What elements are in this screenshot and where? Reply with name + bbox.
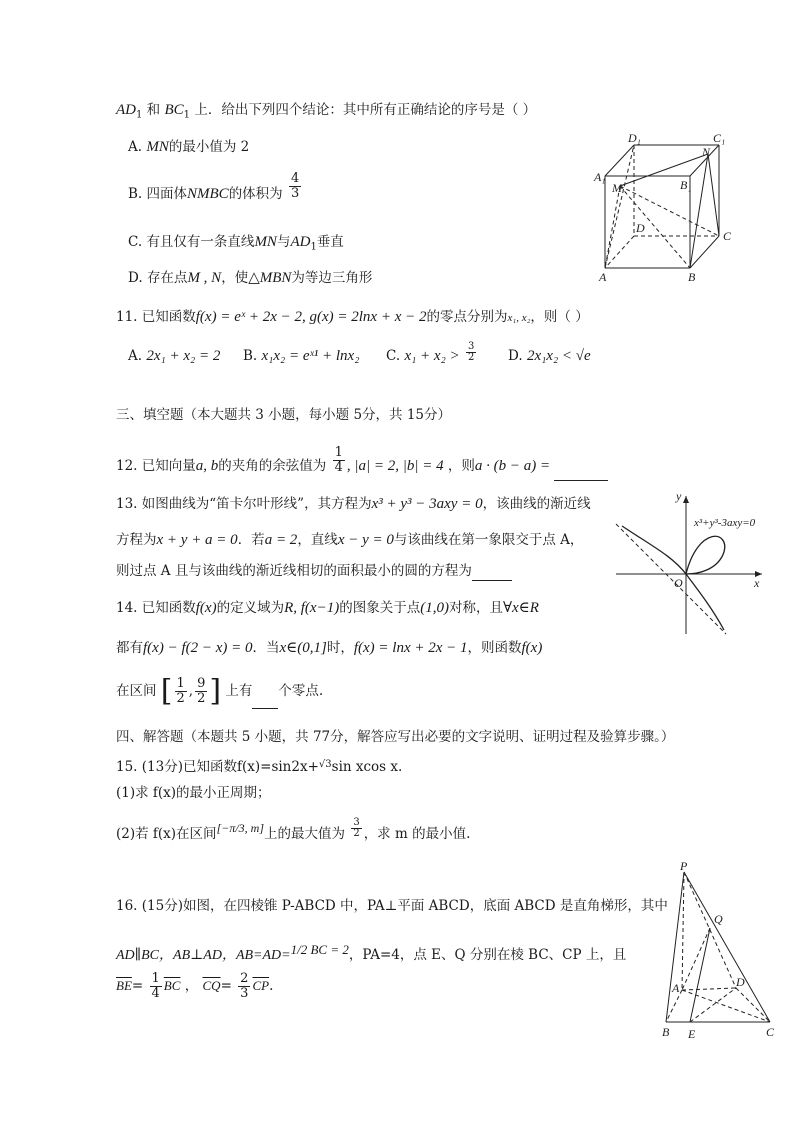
q10-stem: $AD_1$ 和 $BC_1$ 上．给出下列四个结论：其中所有正确结论的序号是（ ） (116, 102, 537, 121)
q14-line3: 在区间 [ $\frac{1}{2}$ , $\frac{9}{2}$ ] 上有 个零点. (116, 673, 324, 709)
section-4-heading: 四、解答题（本题共 5 小题，共 77分，解答应写出必要的文字说明、证明过程及验算步骤。） (116, 729, 675, 745)
cube-label-b: B (688, 270, 696, 284)
cube-label-b1: B₁ (680, 178, 692, 192)
cube-label-c1: C₁ (713, 131, 726, 145)
pyramid-label-c: C (766, 1025, 775, 1039)
cube-figure (592, 128, 742, 288)
q16-line2: AD∥BC，AB⊥AD，AB=AD=1/2 BC = 2，PA=4，点 E、Q 分别在棱 BC、CP 上，且 (116, 942, 627, 963)
q11-option-d: D. 2x₁x₂ < √e (508, 348, 591, 364)
pyramid-label-a: A (672, 981, 680, 995)
pyramid-label-q: Q (714, 912, 723, 926)
folium-label-o: O (674, 576, 683, 590)
q16-line1: 16. (15分)如图，在四棱锥 P-ABCD 中，PA⊥平面 ABCD，底面 ABCD 是直角梯形，其中 (116, 898, 668, 914)
pyramid-label-d: D (736, 975, 745, 989)
q11-option-a: A. 2x₁ + x₂ = 2 (128, 348, 221, 364)
q11-stem: 11. 已知函数f(x) = eˣ + 2x − 2, g(x) = 2lnx + x − 2的零点分别为x₁, x₂，则（ ） (116, 309, 589, 325)
q10-option-b: B. 四面体NMBC的体积为 $\frac{4}{3}$ (128, 171, 300, 202)
cube-label-m: M (612, 181, 622, 195)
q14-line2: 都有f(x) − f(2 − x) = 0．当x∈(0,1]时，f(x) = lnx + 2x − 1，则函数f(x) (116, 640, 543, 656)
pyramid-figure (660, 860, 784, 1042)
cube-label-d: D (636, 221, 645, 235)
cube-label-a1: A₁ (594, 170, 606, 184)
q10-option-a: A. MN的最小值为 2 (128, 139, 250, 155)
pyramid-label-b: B (662, 1025, 670, 1039)
q11-option-c: C. x₁ + x₂ > $\frac{3}{2}$ (386, 341, 475, 364)
q14-line1: 14. 已知函数f(x)的定义域为R, f(x−1)的图象关于点(1,0)对称，且∀x∈R (116, 600, 539, 616)
pyramid-label-p: P (680, 860, 688, 873)
folium-label-y: y (676, 490, 682, 503)
q16-line3: $\overline{BE}=$ $\frac{1}{4}$ $\overline{BC}$ ， $\overline{CQ}=$ $\frac{2}{3}$ $\overline{CP}$. (116, 971, 274, 1001)
q13-line3: 则过点 A 且与该曲线的渐近线相切的面积最小的圆的方程为 (116, 561, 512, 581)
q15-line1: 15. (13分)已知函数f(x)=sin2x+$^{√3}$sin xcos x. (116, 759, 403, 775)
cube-label-n: N (702, 145, 711, 159)
q13-line1: 13. 如图曲线为“笛卡尔叶形线”，其方程为x³ + y³ − 3axy = 0，该曲线的渐近线 (116, 496, 591, 512)
folium-figure (612, 490, 772, 638)
cube-label-d1: D₁ (628, 131, 641, 145)
q10-option-d: D. 存在点M , N，使△MBN为等边三角形 (128, 270, 373, 286)
q11-option-b: B. x₁x₂ = eˣ¹ + lnx₂ (243, 348, 360, 364)
q15-line2: (1)求 f(x)的最小正周期； (116, 785, 271, 801)
section-3-heading: 三、填空题（本大题共 3 小题，每小题 5分，共 15分） (116, 407, 452, 423)
folium-equation: x³+y³-3axy=0 (694, 517, 756, 529)
q12-stem: 12. 已知向量a, b的夹角的余弦值为 $\frac{1}{4}$ , |a| = 2, |b| = 4 ，则a · (b − a) = (116, 452, 608, 481)
q15-line3: (2)若 f(x)在区间[−π/3, m]上的最大值为 $\frac{3}{2}$ ，求 m 的最小值. (116, 817, 471, 842)
q10-option-c: C. 有且仅有一条直线MN与$AD_1$垂直 (128, 234, 344, 253)
folium-label-x: x (754, 576, 760, 590)
q13-line2: 方程为x + y + a = 0．若a = 2，直线x − y = 0与该曲线在第一象限交于点 A， (116, 532, 584, 548)
cube-label-a: A (599, 270, 607, 284)
pyramid-label-e: E (688, 1027, 696, 1041)
cube-label-c: C (723, 229, 732, 243)
